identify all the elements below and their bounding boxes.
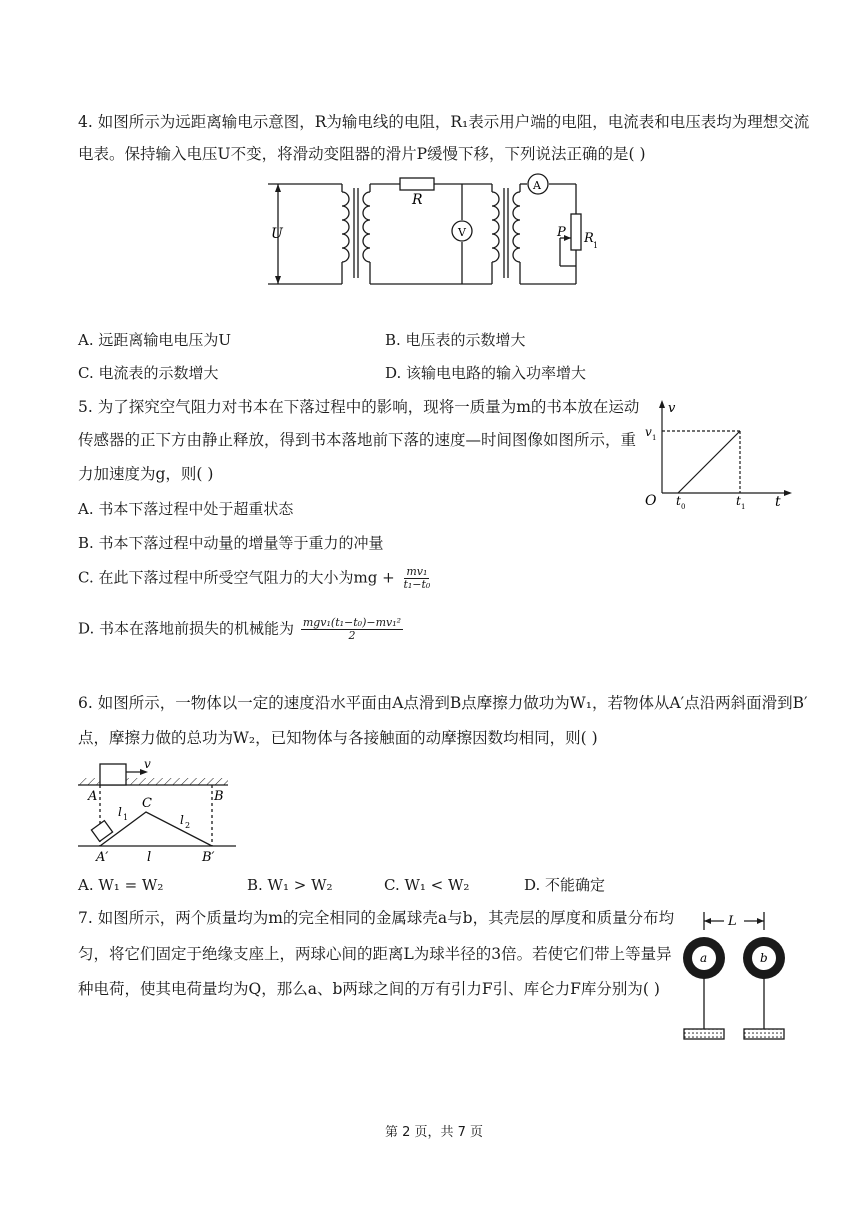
velocity-label: v: [144, 757, 151, 771]
point-a-prime-label: A′: [96, 850, 109, 865]
q5-option-c-denominator: t₁−t₀: [403, 578, 431, 591]
voltmeter-label: V: [458, 226, 466, 239]
q4-option-b: B. 电压表的示数增大: [385, 331, 526, 349]
l2-label: l: [180, 813, 184, 827]
v-axis-label: v: [668, 401, 676, 416]
q7-spheres-diagram: [676, 904, 800, 1046]
q4-circuit-diagram: [262, 170, 599, 295]
q5-stem-line2: 传感器的正下方由静止释放，得到书本落地前下落的速度—时间图像如图所示，重: [78, 431, 637, 449]
p-label: P: [557, 225, 566, 240]
q5-option-d-denominator: 2: [348, 629, 356, 642]
q5-option-d-fraction: [301, 617, 403, 642]
point-b-label: B: [214, 789, 224, 804]
q5-option-d-text: D. 书本在落地前损失的机械能为: [78, 619, 295, 638]
t0-subscript: 0: [681, 503, 686, 511]
q5-option-c-fraction: [401, 566, 432, 591]
distance-l-label: L: [728, 914, 737, 929]
q7-stem-line2: 匀，将它们固定于绝缘支座上，两球心间的距离L为球半径的3倍。若使它们带上等量异: [78, 945, 672, 963]
origin-label: O: [645, 493, 657, 509]
ammeter-label: A: [533, 179, 541, 192]
sphere-b-label: b: [760, 951, 768, 965]
q6-stem-line1: 6. 如图所示，一物体以一定的速度沿水平面由A点滑到B点摩擦力做功为W₁，若物体从A′点沿两斜面滑到B′: [78, 694, 808, 712]
q5-option-c-numerator: mv₁: [406, 565, 428, 578]
q4-stem-line2: 电表。保持输入电压U不变，将滑动变阻器的滑片P缓慢下移，下列说法正确的是( ): [78, 145, 646, 163]
r-label: R: [412, 192, 423, 208]
q6-option-d: D. 不能确定: [524, 876, 606, 894]
q4-stem-line1: 4. 如图所示为远距离输电示意图，R为输电线的电阻，R₁表示用户端的电阻，电流表和电压表均为理想交流: [78, 113, 810, 131]
q5-option-d-numerator: mgv₁(t₁−t₀)−mv₁²: [302, 616, 402, 629]
r1-subscript: 1: [593, 241, 599, 250]
v1-subscript: 1: [652, 434, 657, 442]
l2-subscript: 2: [185, 821, 191, 830]
q4-option-c: C. 电流表的示数增大: [78, 364, 219, 382]
q5-option-d: [78, 617, 403, 642]
q4-option-d: D. 该输电电路的输入功率增大: [385, 364, 587, 382]
q5-velocity-time-graph: [640, 398, 800, 516]
q6-incline-diagram: [74, 756, 240, 868]
point-a-label: A: [88, 789, 98, 804]
q5-option-a: A. 书本下落过程中处于超重状态: [78, 500, 294, 518]
q6-stem-line2: 点，摩擦力做的总功为W₂，已知物体与各接触面的动摩擦因数均相同，则( ): [78, 729, 598, 747]
t0-label: t: [676, 494, 681, 508]
q6-option-c: C. W₁ < W₂: [384, 876, 470, 894]
length-l-label: l: [147, 850, 152, 865]
v1-label: v: [645, 425, 652, 439]
r1-label: R: [584, 231, 594, 246]
t1-subscript: 1: [741, 503, 746, 511]
l1-subscript: 1: [123, 813, 129, 822]
q6-option-b: B. W₁ > W₂: [247, 876, 333, 894]
q7-stem-line1: 7. 如图所示，两个质量均为m的完全相同的金属球壳a与b，其壳层的厚度和质量分布均: [78, 909, 675, 927]
t-axis-label: t: [775, 494, 781, 510]
q5-stem-line1: 5. 为了探究空气阻力对书本在下落过程中的影响，现将一质量为m的书本放在运动: [78, 398, 640, 416]
point-b-prime-label: B′: [202, 850, 215, 865]
point-c-label: C: [142, 796, 152, 811]
q6-option-a: A. W₁ = W₂: [78, 876, 164, 894]
page-footer: 第 2 页，共 7 页: [384, 1125, 484, 1140]
t1-label: t: [736, 494, 741, 508]
l1-label: l: [118, 805, 122, 819]
u-label: U: [271, 226, 283, 242]
q4-option-a: A. 远距离输电电压为U: [78, 331, 232, 349]
q5-option-b: B. 书本下落过程中动量的增量等于重力的冲量: [78, 534, 384, 552]
q5-option-c-text: C. 在此下落过程中所受空气阻力的大小为mg +: [78, 568, 395, 587]
sphere-a-label: a: [700, 951, 708, 965]
q5-option-c: [78, 566, 432, 591]
q5-stem-line3: 力加速度为g，则( ): [78, 465, 214, 483]
q7-stem-line3: 种电荷，使其电荷量均为Q，那么a、b两球之间的万有引力F引、库仑力F库分别为( ): [78, 980, 660, 998]
